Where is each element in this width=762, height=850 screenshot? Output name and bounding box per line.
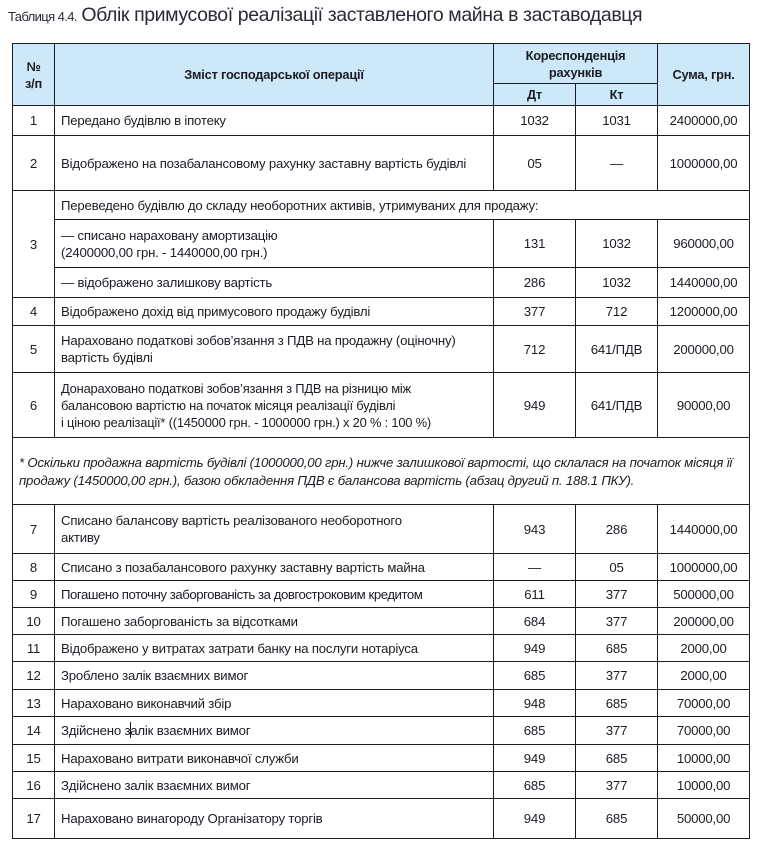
row-sum: 10000,00 [658,772,750,799]
row-content: Нараховано витрати виконавчої служби [55,745,494,772]
row-debit: 685 [494,717,576,745]
row-debit: 611 [494,581,576,608]
row-num: 8 [13,554,55,581]
row-credit: 685 [576,635,658,662]
header-num: № з/п [13,44,55,106]
row-num: 9 [13,581,55,608]
row-credit: 377 [576,581,658,608]
header-credit: Кт [576,84,658,106]
row-credit: 712 [576,298,658,326]
row-num: 4 [13,298,55,326]
table-row [13,191,750,220]
row-num: 1 [13,106,55,136]
row-credit: 286 [576,505,658,554]
row-credit: — [576,136,658,191]
row-credit: 377 [576,662,658,690]
row-sum: 2000,00 [658,662,750,690]
row-content: Відображено у витратах затрати банку на послуги нотаріуса [55,635,494,662]
table-row [13,772,750,799]
row-sum: 70000,00 [658,717,750,745]
row-sum: 200000,00 [658,608,750,635]
row-sum: 1000000,00 [658,554,750,581]
header-correspondence: Кореспонденція рахунків [494,44,658,84]
table-row [13,136,750,191]
row-sum: 500000,00 [658,581,750,608]
row-content: Списано балансову вартість реалізованого необоротного активу [55,505,494,554]
row-num: 6 [13,373,55,438]
row-content: Переведено будівлю до складу необоротних активів, утримуваних для продажу: [55,191,750,220]
table-row [13,745,750,772]
row-debit: 1032 [494,106,576,136]
row-debit: 949 [494,745,576,772]
row-content-part: алік взаємних вимог [130,723,251,738]
row-content-line: (2400000,00 грн. - 1440000,00 грн.) [61,244,268,260]
row-num: 15 [13,745,55,772]
row-content: Зроблено залік взаємних вимог [55,662,494,690]
row-credit: 685 [576,799,658,839]
row-num: 5 [13,326,55,373]
row-credit: 377 [576,772,658,799]
table-row [13,326,750,373]
row-content-line: — списано нараховану амортизацію [61,227,278,243]
row-sum: 10000,00 [658,745,750,772]
row-num: 3 [13,191,55,298]
row-num: 14 [13,717,55,745]
row-content: Нараховано податкові зобов’язання з ПДВ на продажну (оціночну) вартість будівлі [55,326,494,373]
row-content: — відображено залишкову вартість [55,268,494,298]
row-credit: 641/ПДВ [576,373,658,438]
table-caption-title: Облік примусової реалізації заставленого майна в заставодавця [81,4,643,26]
row-credit: 377 [576,608,658,635]
row-debit: 377 [494,298,576,326]
row-sum: 1440000,00 [658,505,750,554]
row-debit: 685 [494,662,576,690]
row-sum: 2400000,00 [658,106,750,136]
table-caption-prefix: Таблиця 4.4. [8,9,77,24]
row-num: 11 [13,635,55,662]
row-debit: 949 [494,799,576,839]
row-sum: 70000,00 [658,690,750,717]
header-debit: Дт [494,84,576,106]
footnote: * Оскільки продажна вартість будівлі (1000000,00 грн.) нижче залишкової вартості, що склалася на початок місяця її продажу (1450000,00 грн.), базою обкладення ПДВ є балансова вартість (абзац другий п. 188.1 ПКУ). [13,438,750,505]
row-debit: 948 [494,690,576,717]
row-credit: 377 [576,717,658,745]
row-content-part: Здійснено з [61,723,131,738]
row-debit: — [494,554,576,581]
row-content: Погашено заборгованість за відсотками [55,608,494,635]
row-sum: 960000,00 [658,220,750,268]
footnote-row [13,438,750,505]
row-sum: 1440000,00 [658,268,750,298]
row-debit: 684 [494,608,576,635]
row-credit: 685 [576,690,658,717]
row-content-line: і ціною реалізації* ((1450000 грн. - 1000000 грн.) х 20 % : 100 %) [61,414,432,430]
table-row [13,662,750,690]
table-row [13,106,750,136]
row-credit: 1032 [576,268,658,298]
row-credit: 05 [576,554,658,581]
row-debit: 685 [494,772,576,799]
row-sum: 1000000,00 [658,136,750,191]
header-content: Зміст господарської операції [55,44,494,106]
row-content-line: балансовою вартістю на початок місяця реалізації будівлі [61,397,396,413]
row-credit: 1031 [576,106,658,136]
table-subrow [13,220,750,268]
table-row [13,505,750,554]
row-num: 12 [13,662,55,690]
row-credit: 685 [576,745,658,772]
table-row [13,635,750,662]
table-row [13,717,750,745]
row-debit: 286 [494,268,576,298]
table-row [13,373,750,438]
table-row [13,554,750,581]
row-num: 7 [13,505,55,554]
row-content-line: Донараховано податкові зобов’язання з ПДВ на різницю між [61,380,411,396]
table-row [13,690,750,717]
row-credit: 1032 [576,220,658,268]
table-row [13,581,750,608]
row-num: 17 [13,799,55,839]
row-content [55,373,494,438]
table-row [13,799,750,839]
row-num: 10 [13,608,55,635]
row-sum: 2000,00 [658,635,750,662]
row-debit: 949 [494,635,576,662]
row-debit: 05 [494,136,576,191]
row-content: Нараховано виконавчий збір [55,690,494,717]
row-content [55,717,494,745]
row-debit: 131 [494,220,576,268]
table-caption [8,4,642,27]
row-num: 13 [13,690,55,717]
row-sum: 200000,00 [658,326,750,373]
row-sum: 50000,00 [658,799,750,839]
row-content: Відображено на позабалансовому рахунку заставну вартість будівлі [55,136,494,191]
row-debit: 949 [494,373,576,438]
row-content: Погашено поточну заборгованість за довгостроковим кредитом [55,581,494,608]
row-credit: 641/ПДВ [576,326,658,373]
row-content [55,220,494,268]
row-sum: 1200000,00 [658,298,750,326]
table-subrow [13,268,750,298]
row-content: Нараховано винагороду Організатору торгів [55,799,494,839]
header-sum: Сума, грн. [658,44,750,106]
row-content: Відображено дохід від примусового продажу будівлі [55,298,494,326]
row-content: Здійснено залік взаємних вимог [55,772,494,799]
row-debit: 712 [494,326,576,373]
row-content: Списано з позабалансового рахунку заставну вартість майна [55,554,494,581]
row-debit: 943 [494,505,576,554]
row-sum: 90000,00 [658,373,750,438]
row-num: 16 [13,772,55,799]
table-row [13,608,750,635]
row-num: 2 [13,136,55,191]
accounting-table [12,43,750,839]
table-row [13,298,750,326]
row-content: Передано будівлю в іпотеку [55,106,494,136]
